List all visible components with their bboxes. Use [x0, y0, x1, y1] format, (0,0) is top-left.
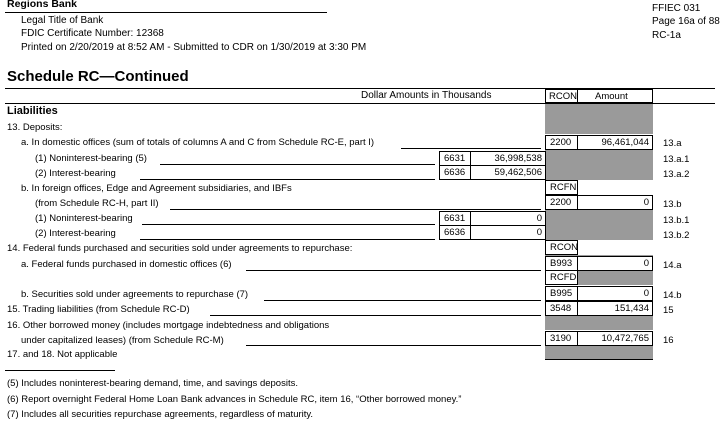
item-13b-amount: 0: [577, 195, 653, 210]
item-13b1-code: 6631: [439, 211, 471, 226]
item-13a-amount: 96,461,044: [577, 135, 653, 150]
table-bottom-rule: [545, 359, 653, 360]
item-13b-code: 2200: [545, 195, 578, 210]
item-15-ref: 15: [663, 305, 674, 316]
item-13a2-leader: [140, 179, 435, 180]
footnote-7: (7) Includes all securities repurchase agreements, regardless of maturity.: [7, 409, 314, 420]
item-16-label-cont: under capitalized leases) (from Schedule RC-M): [21, 335, 224, 346]
item-13a-leader: [401, 148, 541, 149]
item-15-leader: [210, 315, 541, 316]
footnote-rule: [5, 370, 115, 371]
item-13b-ref: 13.b: [663, 199, 682, 210]
schedule-title: Schedule RC—Continued: [7, 68, 189, 85]
rcon-column-header: RCON: [545, 89, 578, 103]
shaded-area-16: [545, 316, 653, 330]
amount-column-header: Amount: [577, 89, 653, 103]
shaded-area-14b: [577, 270, 653, 285]
shaded-area-17: [545, 345, 653, 359]
item-14a-code: B993: [545, 256, 578, 271]
item-14b-prefix: RCFD: [545, 270, 578, 285]
form-id: FFIEC 031: [652, 3, 701, 14]
item-13b1-leader: [142, 224, 435, 225]
item-14b-label: b. Securities sold under agreements to repurchase (7): [21, 289, 249, 300]
item-13a1-leader: [160, 164, 435, 165]
item-14-prefix: RCON: [545, 240, 578, 255]
item-13a1-amount: 36,998,538: [470, 151, 546, 166]
shaded-area-top: [545, 104, 653, 134]
item-13b-label-cont: (from Schedule RC-H, part II): [35, 198, 159, 209]
item-15-amount: 151,434: [577, 301, 653, 316]
item-13a-ref: 13.a: [663, 138, 682, 149]
page-number: Page 16a of 88: [652, 16, 720, 27]
printed-timestamp: Printed on 2/20/2019 at 8:52 AM - Submitted to CDR on 1/30/2019 at 3:30 PM: [21, 42, 367, 53]
item-14-label: 14. Federal funds purchased and securities sold under agreements to repurchase:: [7, 243, 353, 254]
item-17-label: 17. and 18. Not applicable: [7, 349, 118, 360]
item-16-label: 16. Other borrowed money (includes mortgage indebtedness and obligations: [7, 320, 330, 331]
item-14a-label: a. Federal funds purchased in domestic offices (6): [21, 259, 232, 270]
item-13b-prefix: RCFN: [545, 180, 578, 195]
item-13-label: 13. Deposits:: [7, 122, 63, 133]
item-15-label: 15. Trading liabilities (from Schedule RC-D): [7, 304, 190, 315]
item-13a1-code: 6631: [439, 151, 471, 166]
item-14b-leader: [264, 300, 541, 301]
item-14b-ref: 14.b: [663, 290, 682, 301]
item-14a-ref: 14.a: [663, 260, 682, 271]
shaded-area-13a: [545, 150, 653, 180]
item-16-ref: 16: [663, 335, 674, 346]
section-code: RC-1a: [652, 30, 681, 41]
item-13b-leader: [170, 209, 541, 210]
item-13b2-amount: 0: [470, 225, 546, 240]
item-16-leader: [246, 345, 541, 346]
item-13a1-label: (1) Noninterest-bearing (5): [35, 153, 147, 164]
shaded-area-13b: [545, 210, 653, 240]
item-13b2-ref: 13.b.2: [663, 230, 690, 241]
bank-name: Regions Bank: [7, 0, 78, 10]
item-13a2-ref: 13.a.2: [663, 169, 690, 180]
footnote-6: (6) Report overnight Federal Home Loan Bank advances in Schedule RC, item 16, “Other borrowed money.”: [7, 394, 462, 405]
fdic-cert-number: FDIC Certificate Number: 12368: [21, 28, 164, 39]
item-13a2-label: (2) Interest-bearing: [35, 168, 116, 179]
item-13b1-amount: 0: [470, 211, 546, 226]
item-14b-amount: 0: [577, 286, 653, 301]
item-16-amount: 10,472,765: [577, 331, 653, 346]
item-13b2-code: 6636: [439, 225, 471, 240]
item-13b2-leader: [140, 239, 435, 240]
item-15-code: 3548: [545, 301, 578, 316]
item-13b2-label: (2) Interest-bearing: [35, 228, 116, 239]
section-heading: Liabilities: [7, 105, 58, 117]
item-16-code: 3190: [545, 331, 578, 346]
item-14b-code: B995: [545, 286, 578, 301]
item-13a2-code: 6636: [439, 165, 471, 180]
item-13b1-ref: 13.b.1: [663, 215, 690, 226]
footnote-5: (5) Includes noninterest-bearing demand, time, and savings deposits.: [7, 378, 298, 389]
item-13a2-amount: 59,462,506: [470, 165, 546, 180]
bank-name-rule: [5, 12, 327, 13]
item-13a1-ref: 13.a.1: [663, 154, 690, 165]
legal-title-label: Legal Title of Bank: [21, 15, 104, 26]
item-13b-label: b. In foreign offices, Edge and Agreement subsidiaries, and IBFs: [21, 183, 292, 194]
item-14a-leader: [246, 270, 541, 271]
item-13b1-label: (1) Noninterest-bearing: [35, 213, 133, 224]
item-14a-amount: 0: [577, 256, 653, 271]
item-13a-label: a. In domestic offices (sum of totals of columns A and C from Schedule RC-E, part I): [21, 137, 375, 148]
dollar-amounts-label: Dollar Amounts in Thousands: [361, 90, 492, 101]
item-13a-code: 2200: [545, 135, 578, 150]
